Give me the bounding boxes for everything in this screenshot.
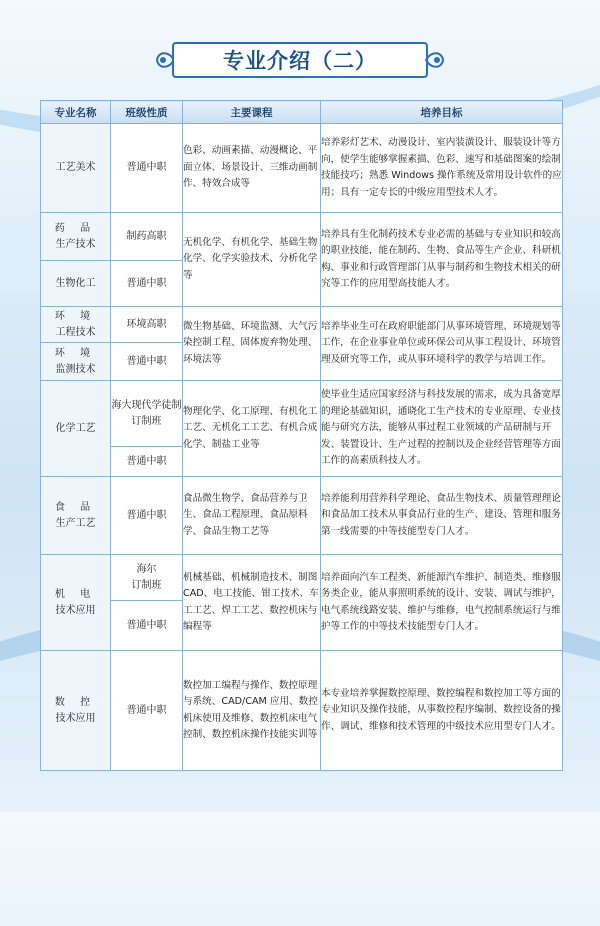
main-courses: 机械基础、机械制造技术、制图 CAD、电工技能、钳工技术、车工工艺、焊工工艺、数控机床与编程等 (183, 555, 321, 651)
class-nature: 制药高职 (111, 213, 183, 261)
major-name: 生物化工 (41, 261, 111, 307)
major-name: 数 控 技术应用 (41, 651, 111, 771)
training-goal: 培养彩灯艺术、动漫设计、室内装潢设计、服装设计等方向，使学生能够掌握素描、色彩、速写和基础图案的绘制技能技巧；熟悉 Windows 操作系统及常用设计软件的应用；具有一定专长的中级应用型技术人才。 (321, 124, 563, 213)
table-row (41, 651, 563, 771)
class-nature: 海尔 订制班 (111, 555, 183, 601)
header-class-nature: 班级性质 (111, 101, 183, 124)
training-goal: 培养毕业生可在政府职能部门从事环境管理、环境规划等工作，在企业事业单位或环保公司从事工程设计、环境管理及研究等工作，或从事环境科学的教学与培训工作。 (321, 307, 563, 381)
major-name: 机 电 技术应用 (41, 555, 111, 651)
main-courses: 数控加工编程与操作、数控原理与系统、CAD/CAM 应用、数控机床使用及维修、数控机床电气控制、数控机床操作技能实训等 (183, 651, 321, 771)
main-courses: 物理化学、化工原理、有机化工工艺、无机化工工艺、有机合成化学、制盐工业等 (183, 381, 321, 477)
class-nature: 普通中职 (111, 651, 183, 771)
training-goal: 培养面向汽车工程类、新能源汽车维护、制造类、维修服务类企业，能从事照明系统的设计、安装、调试与维护，电气系统线路安装、维护与维修，电气控制系统运行与维护等工作的中等技术技能型专门人才。 (321, 555, 563, 651)
class-nature: 普通中职 (111, 477, 183, 555)
major-name: 环 境 工程技术 (41, 307, 111, 343)
training-goal: 使毕业生适应国家经济与科技发展的需求，成为具备宽厚的理论基础知识，通晓化工生产技术的专业原理、专业技能与研究方法，能够从事过程工业领域的产品研制与开发、装置设计、生产过程的控制以及企业经营管理等方面工作的高素质科技人才。 (321, 381, 563, 477)
major-name: 食 品 生产工艺 (41, 477, 111, 555)
table-row (41, 477, 563, 555)
class-nature: 普通中职 (111, 601, 183, 651)
major-name: 化学工艺 (41, 381, 111, 477)
table-row (41, 213, 563, 261)
ornament-icon (424, 48, 446, 72)
training-goal: 培养能利用营养科学理论、食品生物技术、质量管理理论和食品加工技术从事食品行业的生产、建设、管理和服务第一线需要的中等技能型专门人才。 (321, 477, 563, 555)
header-training-goal: 培养目标 (321, 101, 563, 124)
major-name: 环 境 监测技术 (41, 343, 111, 381)
training-goal: 培养具有生化制药技术专业必需的基础与专业知识和较高的职业技能，能在制药、生物、食品等生产企业、科研机构、事业和行政管理部门从事与制药和生物技术相关的研究等工作的应用型高技能人才。 (321, 213, 563, 307)
class-nature: 普通中职 (111, 261, 183, 307)
training-goal: 本专业培养掌握数控原理、数控编程和数控加工等方面的专业知识及操作技能，从事数控程序编制、数控设备的操作、调试、维修和技术管理的中级技术应用型专门人才。 (321, 651, 563, 771)
page-title: 专业介绍（二） (223, 49, 377, 73)
header-main-courses: 主要课程 (183, 101, 321, 124)
major-name: 工艺美术 (41, 124, 111, 213)
class-nature: 环境高职 (111, 307, 183, 343)
class-nature: 海大现代学徒制订制班 (111, 381, 183, 447)
class-nature: 普通中职 (111, 447, 183, 477)
title-banner (150, 38, 450, 82)
main-courses: 微生物基础、环境监测、大气污染控制工程、固体废弃物处理、环境法等 (183, 307, 321, 381)
major-name: 药 品 生产技术 (41, 213, 111, 261)
table-row (41, 124, 563, 213)
class-nature: 普通中职 (111, 343, 183, 381)
table-row (41, 555, 563, 601)
class-nature: 普通中职 (111, 124, 183, 213)
main-courses: 无机化学、有机化学、基础生物化学、化学实验技术、分析化学等 (183, 213, 321, 307)
main-courses: 色彩、动画素描、动漫概论、平面立体、场景设计、三维动画制作、特效合成等 (183, 124, 321, 213)
majors-table (40, 100, 563, 771)
table-header-row (41, 101, 563, 124)
title-box (172, 42, 428, 78)
table-row (41, 381, 563, 447)
header-major-name: 专业名称 (41, 101, 111, 124)
main-courses: 食品微生物学、食品营养与卫生、食品工程原理、食品原料学、食品生物工艺等 (183, 477, 321, 555)
table-row (41, 307, 563, 343)
